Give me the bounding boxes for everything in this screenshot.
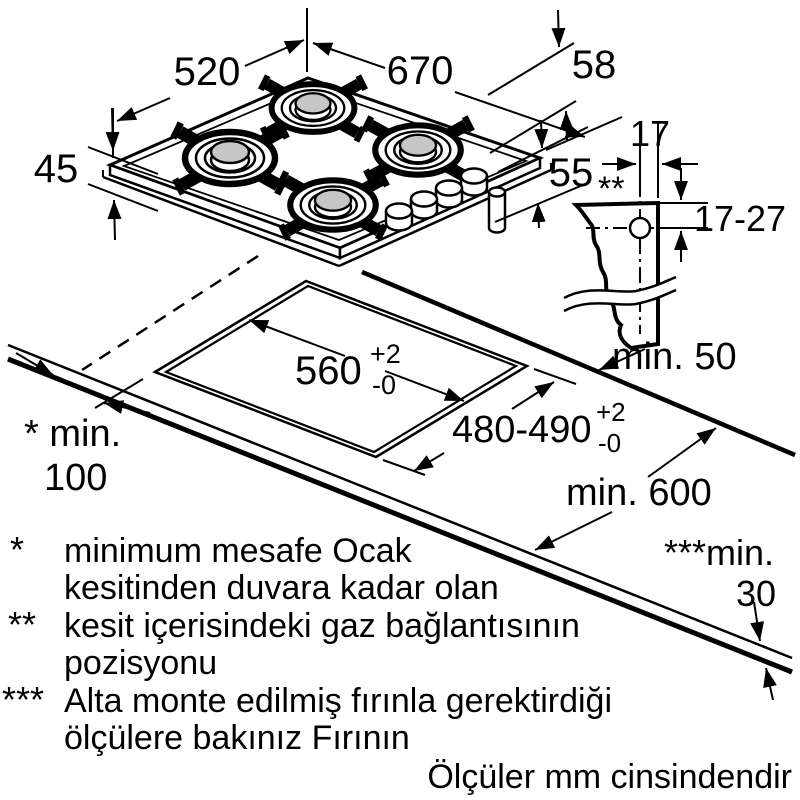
footnote-3-line2: ölçülere bakınız Fırının: [64, 719, 410, 757]
footnote-3-line1: Alta monte edilmiş fırınla gerektirdiği: [64, 682, 613, 720]
dim-17-label: 17: [629, 113, 671, 154]
dim-560-tol-minus: -0: [372, 370, 397, 400]
burner-front: [280, 177, 386, 233]
footnote-2-line2: pozisyonu: [64, 644, 218, 682]
footnote-marker-3: ***: [2, 679, 45, 720]
dim-560-label: 560: [295, 349, 362, 393]
gas-footnote-marker: **: [598, 170, 625, 208]
dimension-58: [488, 10, 616, 153]
footnote-marker-1: *: [10, 529, 25, 570]
burner-left: [174, 129, 286, 188]
burner-cap: [400, 135, 436, 156]
hob-drawing: [103, 78, 551, 266]
dim-58-label: 58: [571, 43, 617, 87]
dim-17-27-label: 17-27: [694, 198, 787, 239]
dim-480-490-tol-minus: -0: [598, 428, 622, 458]
footnote-2-line1: kesit içerisindeki gaz bağlantısının: [64, 607, 580, 645]
dim-520-label: 520: [173, 50, 241, 94]
dim-480-490-label: 480-490: [452, 409, 592, 451]
dimension-17-27: [658, 168, 786, 262]
dimension-560: [249, 320, 464, 401]
dim-480-490-tol-plus: +2: [596, 397, 626, 427]
dim-min50-label: min. 50: [612, 336, 737, 378]
dimension-min50: [599, 336, 737, 378]
dim-55-label: 55: [548, 151, 594, 195]
dim-min100-label-line2: 100: [44, 457, 108, 499]
gas-connection-point: [630, 218, 650, 238]
burner-cap: [211, 141, 249, 163]
gas-connection-pipe: [489, 188, 505, 233]
dim-min100-label-line1: * min.: [24, 413, 122, 455]
section-detail: [564, 113, 786, 378]
dim-min600-label: min. 600: [566, 472, 712, 514]
dim-min30-label-line1: ***min.: [664, 532, 775, 573]
footnote-marker-2: **: [8, 604, 37, 645]
dim-560-tol-plus: +2: [370, 339, 401, 369]
burner-cap: [296, 93, 331, 113]
footnote-1-line1: minimum mesafe Ocak: [64, 532, 412, 570]
dim-45-label: 45: [33, 147, 79, 191]
burner-right: [365, 122, 471, 178]
knob: [461, 169, 487, 196]
projection-dashed-line: [82, 256, 258, 370]
knob: [436, 181, 462, 208]
dimension-min30: [664, 532, 776, 700]
knob: [386, 204, 412, 231]
dim-min30-label-line2: 30: [736, 573, 777, 614]
unit-note: Ölçüler mm cinsindendir: [427, 758, 792, 796]
dim-670-label: 670: [386, 49, 454, 93]
knob: [411, 192, 437, 219]
footnote-1-line2: kesitinden duvara kadar olan: [64, 569, 499, 607]
burner-cap: [315, 190, 351, 211]
